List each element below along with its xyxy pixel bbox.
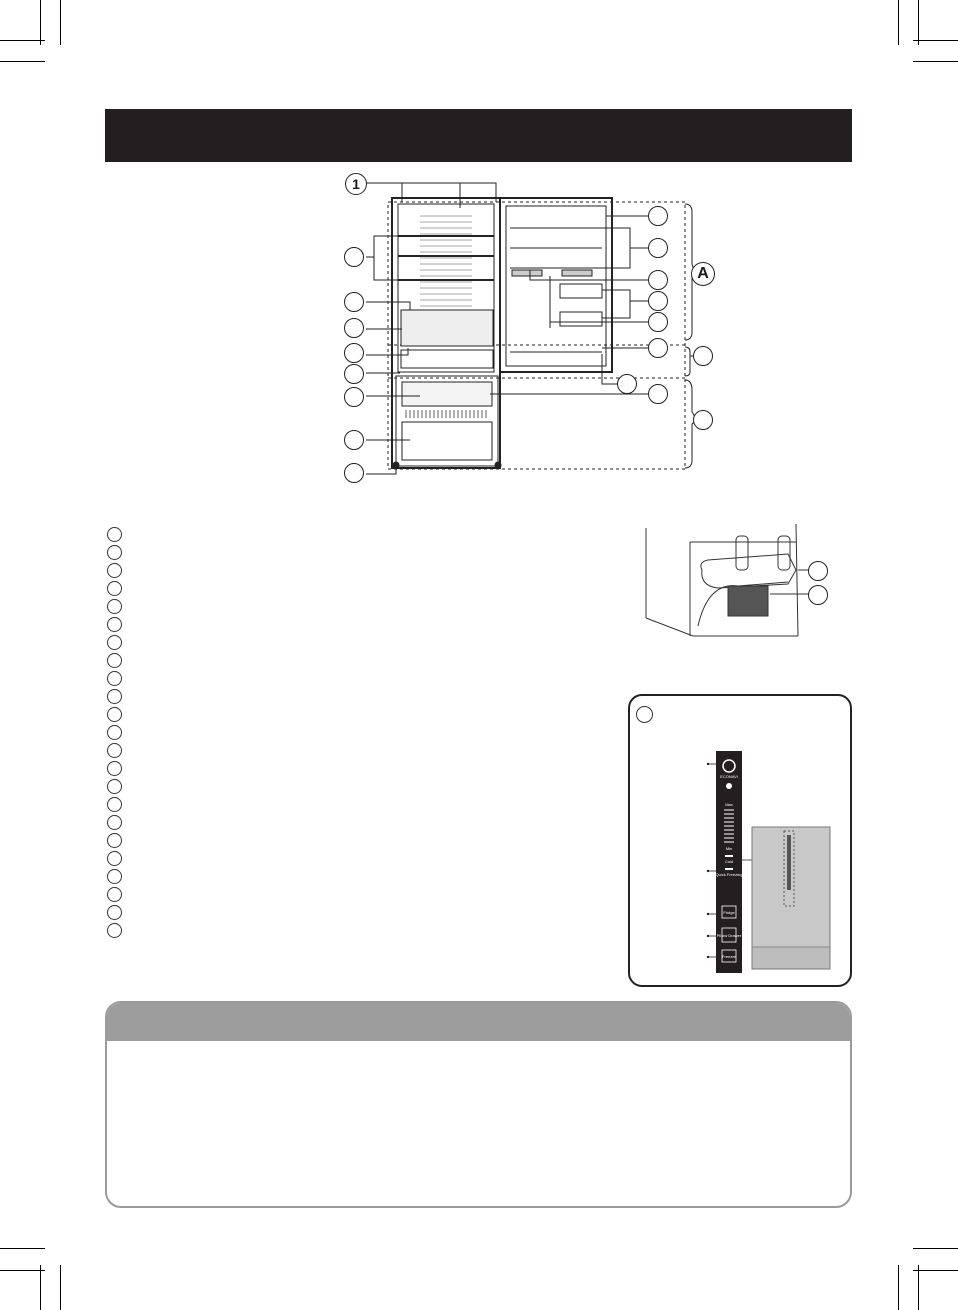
legend-circle	[107, 671, 122, 686]
scale-max-text: Max	[725, 802, 733, 807]
callout-circle	[344, 318, 364, 338]
legend-circle	[107, 833, 122, 848]
freezer-button-text: Freezer	[722, 954, 736, 959]
legend-circle	[107, 797, 122, 812]
callout-circle	[648, 291, 668, 311]
callout-circle	[648, 384, 668, 404]
crop-mark	[0, 61, 45, 62]
crop-mark	[0, 1248, 45, 1249]
legend-circle	[107, 869, 122, 884]
crop-mark	[918, 1265, 919, 1310]
callout-circle	[693, 410, 713, 430]
drawer-detail-illustration	[638, 522, 838, 642]
cold-indicator-text: Cold	[724, 859, 734, 864]
legend-circle	[107, 581, 122, 596]
legend-circle	[107, 545, 122, 560]
callout-circle	[344, 364, 364, 384]
legend-circle	[107, 905, 122, 920]
callout-label-1: 1	[352, 176, 360, 192]
callout-circle	[648, 238, 668, 258]
callout-circle	[648, 206, 668, 226]
detail-callout-circle	[808, 561, 828, 581]
crop-mark	[60, 0, 61, 45]
crop-mark	[913, 1270, 958, 1271]
legend-circle	[107, 923, 122, 938]
legend-circle	[107, 689, 122, 704]
legend-circle	[107, 563, 122, 578]
crop-mark	[0, 40, 45, 41]
callout-circle	[344, 292, 364, 312]
legend-circle	[107, 635, 122, 650]
callout-circle	[617, 374, 637, 394]
legend-circle	[107, 725, 122, 740]
control-panel-box	[628, 694, 852, 987]
crop-mark	[60, 1265, 61, 1310]
crop-mark	[913, 1248, 958, 1249]
legend-circle	[107, 707, 122, 722]
crop-mark	[918, 0, 919, 45]
legend-circle	[107, 743, 122, 758]
callout-circle	[344, 247, 364, 267]
legend-circle	[107, 851, 122, 866]
info-section-box	[105, 1001, 852, 1208]
pillow-drawer-button-text: Pillow Drawer	[716, 933, 742, 938]
crop-mark	[40, 0, 41, 45]
legend-circle	[107, 599, 122, 614]
legend-circle	[107, 527, 122, 542]
callout-circle	[344, 430, 364, 450]
crop-mark	[898, 1265, 899, 1310]
control-panel-illustration	[628, 694, 852, 987]
callout-circle-1	[345, 173, 367, 195]
crop-mark	[913, 61, 958, 62]
info-section-header	[107, 1003, 850, 1041]
econavi-text: ECONAVI	[720, 774, 738, 779]
callout-circle	[648, 312, 668, 332]
callout-circle	[344, 343, 364, 363]
scale-min-text: Min	[725, 846, 733, 851]
quick-freezing-text: Quick Freezing	[715, 872, 743, 877]
group-a-circle	[691, 262, 715, 286]
crop-mark	[40, 1265, 41, 1310]
legend-circle	[107, 887, 122, 902]
detail-callout-circle	[808, 585, 828, 605]
crop-mark	[913, 40, 958, 41]
callout-circle	[344, 387, 364, 407]
legend-circle	[107, 779, 122, 794]
callout-circle	[648, 338, 668, 358]
legend-circle	[107, 617, 122, 632]
legend-circle	[107, 815, 122, 830]
group-a-label: A	[697, 265, 709, 282]
fridge-button-text: Fridge	[723, 910, 735, 915]
crop-mark	[898, 0, 899, 45]
legend-circle	[107, 761, 122, 776]
callout-circle	[693, 346, 713, 366]
legend-circle	[107, 653, 122, 668]
crop-mark	[0, 1270, 45, 1271]
callout-circle	[344, 463, 364, 483]
section-header-bar	[105, 109, 852, 162]
callout-circle	[648, 270, 668, 290]
